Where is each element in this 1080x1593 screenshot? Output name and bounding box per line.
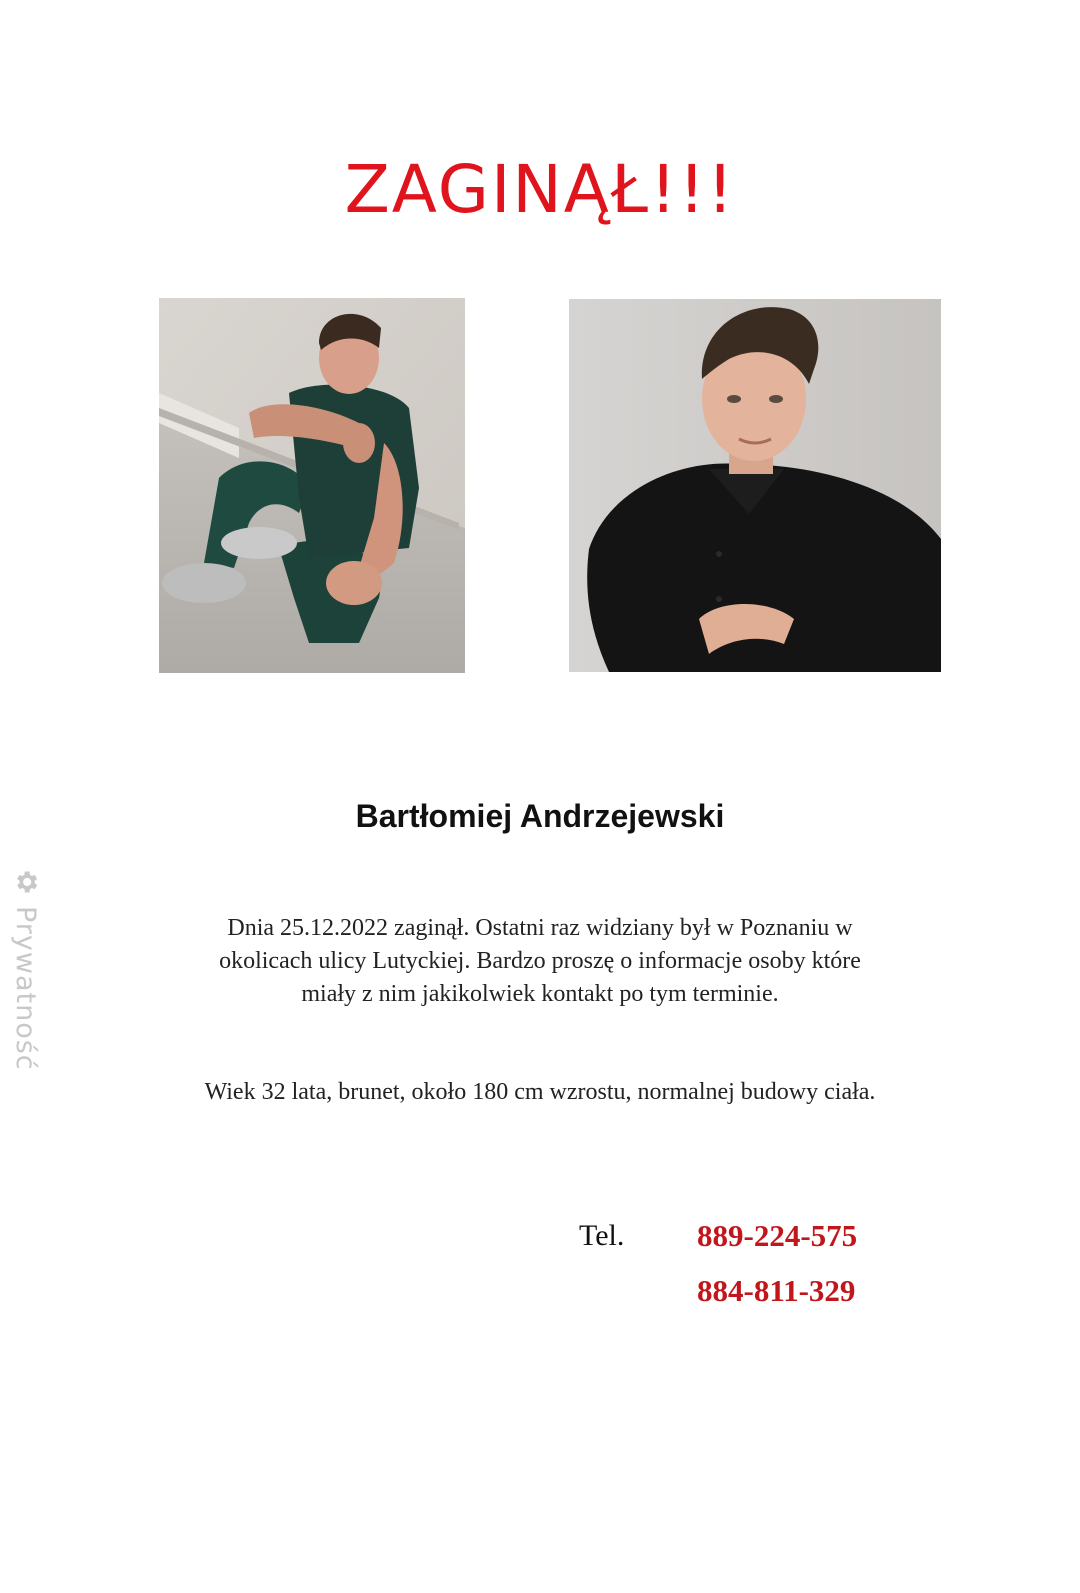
description [160, 912, 920, 1011]
privacy-label: Prywatność [10, 906, 41, 1071]
gear-icon [12, 868, 40, 896]
tel-label: Tel. [579, 1219, 625, 1252]
poster-title: ZAGINĄŁ!!! [344, 151, 736, 228]
phone-number-1[interactable]: 889-224-575 [697, 1218, 858, 1253]
description-line: miały z nim jakikolwiek kontakt po tym terminie. [301, 981, 779, 1007]
photo-sitting [159, 298, 465, 673]
phone-number-2[interactable]: 884-811-329 [697, 1273, 856, 1308]
physical-details: Wiek 32 lata, brunet, około 180 cm wzrostu, normalnej budowy ciała. [204, 1079, 876, 1105]
description-line: Dnia 25.12.2022 zaginął. Ostatni raz widziany był w Poznaniu w [227, 915, 853, 941]
privacy-badge[interactable] [8, 868, 44, 1088]
photo-portrait [569, 299, 941, 672]
missing-person-name: Bartłomiej Andrzejewski [355, 798, 725, 834]
description-line: okolicach ulicy Lutyckiej. Bardzo proszę o informacje osoby które [219, 948, 861, 974]
